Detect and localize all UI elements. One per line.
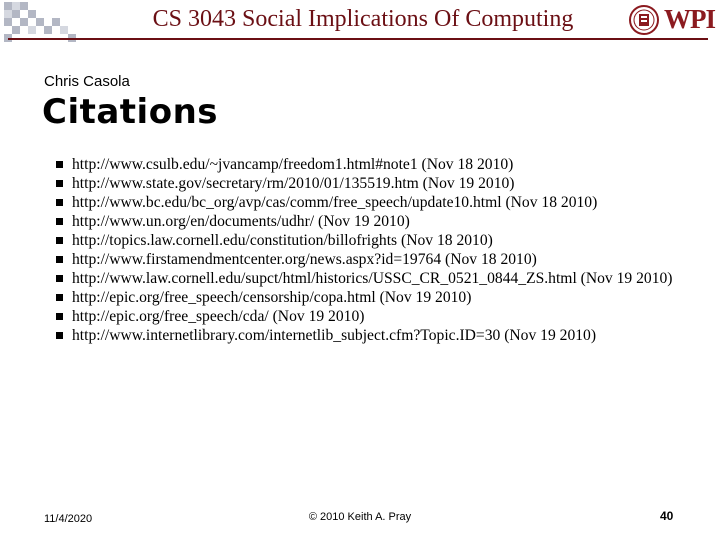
square-bullet-icon <box>56 275 63 282</box>
list-item <box>56 250 696 269</box>
square-bullet-icon <box>56 180 63 187</box>
page-number: 40 <box>660 509 674 523</box>
square-bullet-icon <box>56 313 63 320</box>
citation-text: http://epic.org/free_speech/censorship/copa.html (Nov 19 2010) <box>72 289 472 306</box>
citation-text: http://www.csulb.edu/~jvancamp/freedom1.html#note1 (Nov 18 2010) <box>72 156 514 173</box>
list-item <box>56 307 696 326</box>
square-bullet-icon <box>56 218 63 225</box>
wpi-logo-text: WPI <box>664 4 715 34</box>
citation-text: http://topics.law.cornell.edu/constitution/billofrights (Nov 18 2010) <box>72 232 493 249</box>
author-name: Chris Casola <box>44 73 130 90</box>
list-item <box>56 326 696 345</box>
footer-copyright: © 2010 Keith A. Pray <box>308 511 412 523</box>
citation-text: http://www.un.org/en/documents/udhr/ (Nov 19 2010) <box>72 213 410 230</box>
footer-date: 11/4/2020 <box>44 513 93 525</box>
citation-text: http://www.firstamendmentcenter.org/news.aspx?id=19764 (Nov 18 2010) <box>72 251 537 268</box>
list-item <box>56 212 696 231</box>
square-bullet-icon <box>56 237 63 244</box>
citation-text: http://www.internetlibrary.com/internetlib_subject.cfm?Topic.ID=30 (Nov 19 2010) <box>72 327 597 344</box>
header-divider <box>8 38 708 40</box>
citation-text: http://www.state.gov/secretary/rm/2010/01/135519.htm (Nov 19 2010) <box>72 175 515 192</box>
list-item <box>56 231 696 250</box>
citation-text: http://epic.org/free_speech/cda/ (Nov 19 2010) <box>72 308 365 325</box>
citation-text: http://www.bc.edu/bc_org/avp/cas/comm/free_speech/update10.html (Nov 18 2010) <box>72 194 598 211</box>
list-item <box>56 269 696 288</box>
citation-list <box>56 155 696 345</box>
list-item <box>56 155 696 174</box>
square-bullet-icon <box>56 199 63 206</box>
list-item <box>56 288 696 307</box>
list-item <box>56 193 696 212</box>
square-bullet-icon <box>56 256 63 263</box>
square-bullet-icon <box>56 332 63 339</box>
checker-decoration <box>4 2 80 42</box>
citation-text: http://www.law.cornell.edu/supct/html/historics/USSC_CR_0521_0844_ZS.html (Nov 19 2010) <box>72 270 673 287</box>
header-title: CS 3043 Social Implications Of Computing <box>152 6 574 32</box>
slide-title: Citations <box>42 92 219 132</box>
list-item <box>56 174 696 193</box>
square-bullet-icon <box>56 294 63 301</box>
square-bullet-icon <box>56 161 63 168</box>
